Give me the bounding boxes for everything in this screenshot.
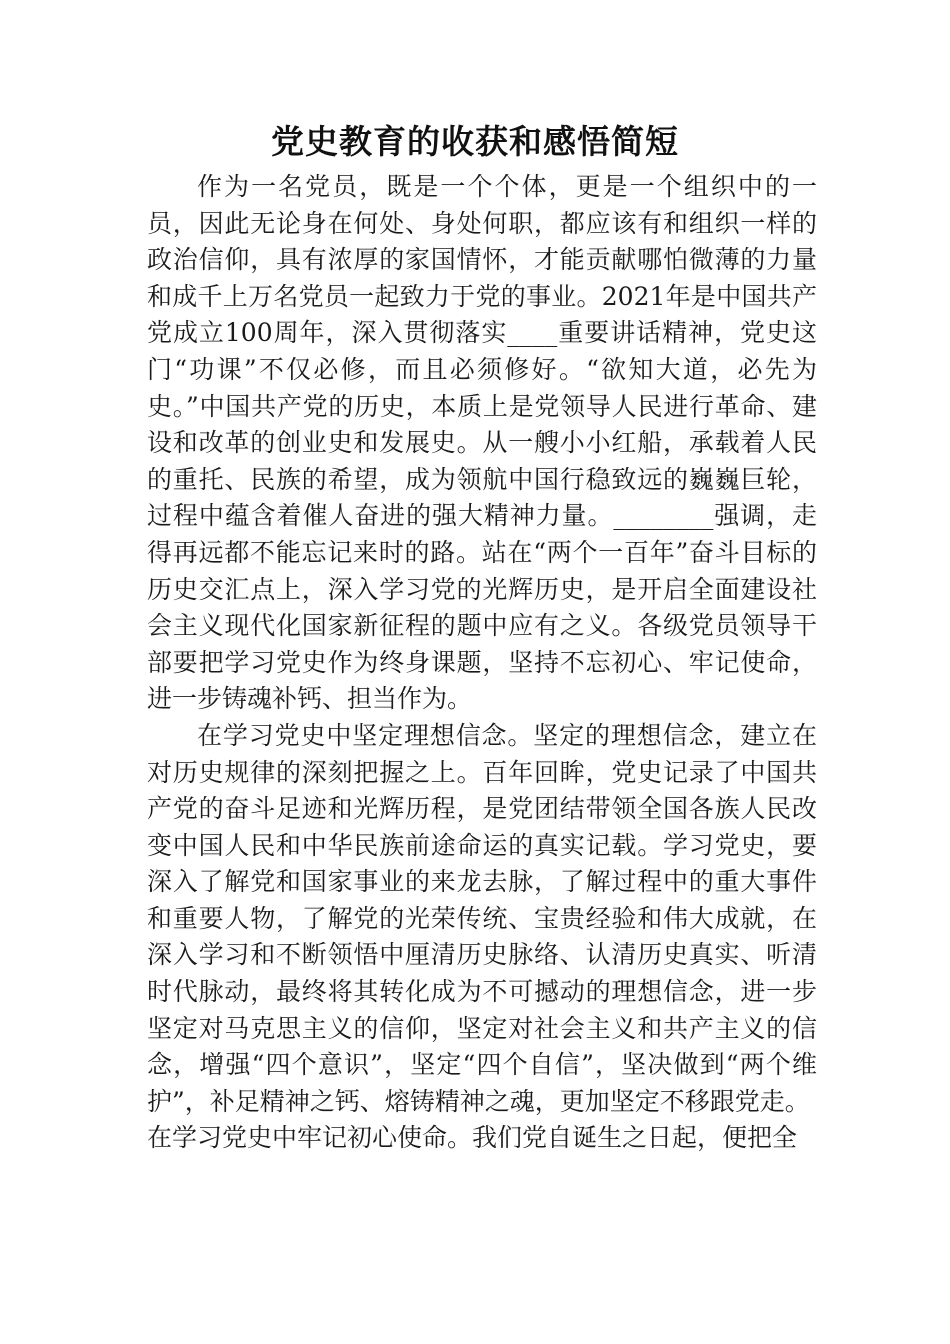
paragraph: 在学习党史中坚定理想信念。坚定的理想信念，建立在对历史规律的深刻把握之上。百年回眸，党史记录了中国共产党的奋斗足迹和光辉历程，是党团结带领全国各族人民改变中国人民和中华民族前途命运的真实记载。学习党史，要深入了解党和国家事业的来龙去脉，了解过程中的重大事件和重要人物，了解党的光荣传统、宝贵经验和伟大成就，在深入学习和不断领悟中厘清历史脉络、认清历史真实、听清时代脉动，最终将其转化成为不可撼动的理想信念，进一步坚定对马克思主义的信仰，坚定对社会主义和共产主义的信念，增强“四个意识”，坚定“四个自信”，坚决做到“两个维护”，补足精神之钙、熔铸精神之魂，更加坚定不移跟党走。	[147, 720, 817, 1116]
document-body	[147, 169, 817, 1157]
document-title: 党史教育的收获和感悟简短	[271, 122, 679, 161]
paragraph: 作为一名党员，既是一个个体，更是一个组织中的一员，因此无论身在何处、身处何职，都应该有和组织一样的政治信仰，具有浓厚的家国情怀，才能贡献哪怕微薄的力量和成千上万名党员一起致力于党的事业。2021年是中国共产党成立100周年，深入贯彻落实____重要讲话精神，党史这门“功课”不仅必修，而且必须修好。“欲知大道，必先为史。”中国共产党的历史，本质上是党领导人民进行革命、建设和改革的创业史和发展史。从一艘小小红船，承载着人民的重托、民族的希望，成为领航中国行稳致远的巍巍巨轮，过程中蕴含着催人奋进的强大精神力量。________强调，走得再远都不能忘记来时的路。站在“两个一百年”奋斗目标的历史交汇点上，深入学习党的光辉历史，是开启全面建设社会主义现代化国家新征程的题中应有之义。各级党员领导干部要把学习党史作为终身课题，坚持不忘初心、牢记使命，进一步铸魂补钙、担当作为。	[147, 172, 817, 714]
paragraph: 在学习党史中牢记初心使命。我们党自诞生之日起，便把全	[147, 1123, 798, 1153]
